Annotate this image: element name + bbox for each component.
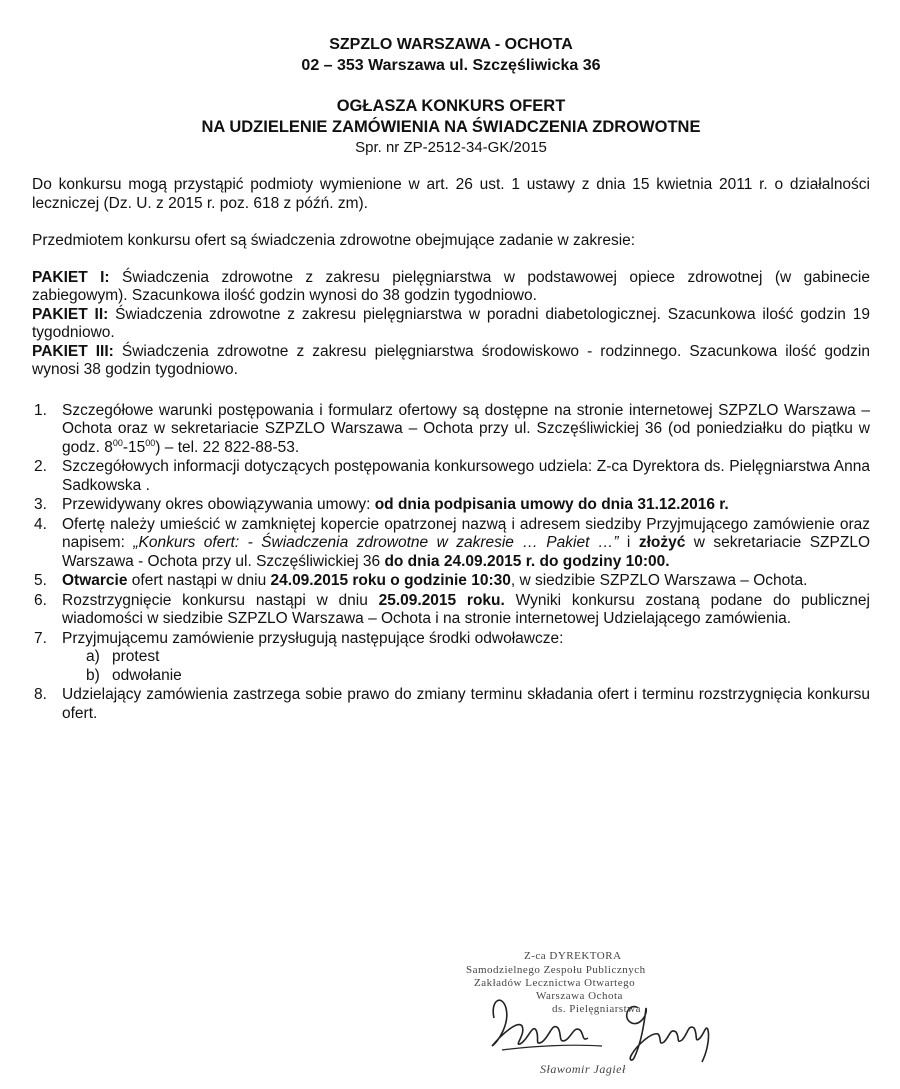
packages-section: [32, 269, 870, 380]
package-3: [32, 343, 870, 380]
list-item: [32, 686, 870, 723]
item-text-bold: od dnia podpisania umowy do dnia 31.12.2016 r.: [374, 496, 729, 513]
item-text: Przewidywany okres obowiązywania umowy:: [62, 496, 375, 513]
announcement-title-2: NA UDZIELENIE ZAMÓWIENIA NA ŚWIADCZENIA ZDROWOTNE: [201, 118, 701, 136]
list-item: [32, 402, 870, 458]
reference-number: Spr. nr ZP-2512-34-GK/2015: [355, 139, 547, 156]
package-text: Świadczenia zdrowotne z zakresu pielęgniarstwa w podstawowej opiece zdrowotnej (w gabinecie zabiegowym). Szacunkowa ilość godzin wynosi do 38 godzin tygodniowo.: [32, 268, 870, 304]
item-number: 4.: [34, 515, 47, 533]
item-text: ) – tel. 22 822-88-53.: [155, 438, 300, 456]
item-text: Przyjmującemu zamówienie przysługują następujące środki odwoławcze:: [62, 629, 564, 647]
item-text: Szczegółowych informacji dotyczących postępowania konkursowego udziela: Z-ca Dyrektora ds. Pielęgniarstwa Anna Sadkowska .: [62, 458, 870, 494]
item-text: Rozstrzygnięcie konkursu nastąpi w dniu: [62, 591, 379, 609]
stamp-line: Z-ca DYREKTORA: [524, 950, 622, 962]
item-number: 6.: [34, 591, 47, 609]
item-text-italic: „Konkurs ofert: - Świadczenia zdrowotne w zakresie … Pakiet …”: [133, 534, 619, 551]
subject-paragraph: Przedmiotem konkursu ofert są świadczenia zdrowotne obejmujące zadanie w zakresie:: [32, 232, 636, 249]
list-item: [32, 516, 870, 572]
item-number: 1.: [34, 401, 47, 419]
sub-item-text: odwołanie: [112, 666, 182, 684]
package-label: PAKIET III:: [32, 342, 114, 360]
package-label: PAKIET II:: [32, 305, 109, 323]
package-label: PAKIET I:: [32, 268, 110, 286]
org-name: SZPZLO WARSZAWA - OCHOTA: [329, 36, 573, 53]
item-text: Wyniki konkursu zostaną podane do publicznej wiadomości w siedzibie SZPZLO Warszawa – Ochota i na stronie internetowej Udzielającego zamówienia.: [62, 591, 870, 627]
item-text-bold: 24.09.2015 roku o godzinie 10:30: [270, 572, 511, 589]
item-text: -15: [122, 438, 146, 456]
package-text: Świadczenia zdrowotne z zakresu pielęgniarstwa w poradni diabetologicznej. Szacunkowa ilość godzin 19 tygodniowo.: [32, 305, 870, 341]
item-number: 7.: [34, 629, 47, 647]
sub-list-item: [86, 648, 870, 667]
item-text-bold: złożyć: [638, 534, 686, 551]
item-text: w sekretariacie SZPZLO Warszawa - Ochota przy ul. Szczęśliwickiej 36: [62, 534, 870, 570]
item-number: 8.: [34, 686, 47, 703]
list-item: [32, 592, 870, 629]
list-item: [32, 630, 870, 686]
item-text-bold: Otwarcie: [62, 572, 128, 589]
hour-sup: 00: [145, 437, 156, 448]
list-item: [32, 458, 870, 495]
announcement-title-1: OGŁASZA KONKURS OFERT: [336, 97, 566, 115]
item-number: 3.: [34, 496, 47, 513]
package-2: [32, 306, 870, 343]
hour-sup: 00: [112, 437, 123, 448]
item-number: 2.: [34, 458, 47, 475]
package-1: [32, 269, 870, 306]
list-item: [32, 496, 870, 515]
item-text: Udzielający zamówienia zastrzega sobie prawo do zmiany terminu składania ofert i terminu rozstrzygnięcia konkursu ofert.: [62, 686, 870, 722]
item-text: Szczegółowe warunki postępowania i formularz ofertowy są dostępne na stronie internetowej SZPZLO Warszawa – Ochota oraz w sekretariacie SZPZLO Warszawa – Ochota przy ul. Szczęśliwickiej 36 (od poniedziałku do piątku w godz. 8: [62, 401, 870, 456]
item-text-bold: 25.09.2015 roku.: [378, 591, 505, 609]
stamp-line: Warszawa Ochota: [536, 990, 623, 1002]
sub-item-letter: b): [86, 666, 100, 684]
item-text-bold: do dnia 24.09.2015 r. do godziny 10:00.: [384, 552, 670, 570]
item-text: ofert nastąpi w dniu: [127, 572, 271, 589]
org-address: 02 – 353 Warszawa ul. Szczęśliwicka 36: [301, 57, 601, 74]
item-text: Ofertę należy umieścić w zamkniętej kopercie opatrzonej nazwą i adresem siedziby Przyjmującego zamówienie oraz napisem:: [62, 515, 870, 551]
stamp-line: Samodzielnego Zespołu Publicznych: [466, 964, 646, 976]
package-text: Świadczenia zdrowotne z zakresu pielęgniarstwa środowiskowo - rodzinnego. Szacunkowa ilość godzin wynosi 38 godzin tygodniowo.: [32, 342, 870, 378]
official-stamp-signature: [462, 950, 762, 1080]
signatory-name: Sławomir Jagieł: [540, 1062, 626, 1076]
remedies-list: [62, 648, 870, 685]
stamp-line: ds. Pielęgniarstwa: [552, 1003, 642, 1015]
item-text: i: [618, 534, 639, 551]
conditions-list: [32, 402, 870, 724]
intro-paragraph: Do konkursu mogą przystąpić podmioty wymienione w art. 26 ust. 1 ustawy z dnia 15 kwietnia 2011 r. o działalności leczniczej (Dz. U. z 2015 r. poz. 618 z późń. zm).: [32, 176, 870, 212]
sub-item-letter: a): [86, 648, 100, 665]
stamp-line: Zakładów Lecznictwa Otwartego: [474, 977, 636, 989]
sub-item-text: protest: [112, 648, 160, 665]
sub-list-item: [86, 667, 870, 686]
list-item: [32, 572, 870, 591]
item-text: , w siedzibie SZPZLO Warszawa – Ochota.: [510, 572, 808, 589]
item-number: 5.: [34, 572, 47, 589]
